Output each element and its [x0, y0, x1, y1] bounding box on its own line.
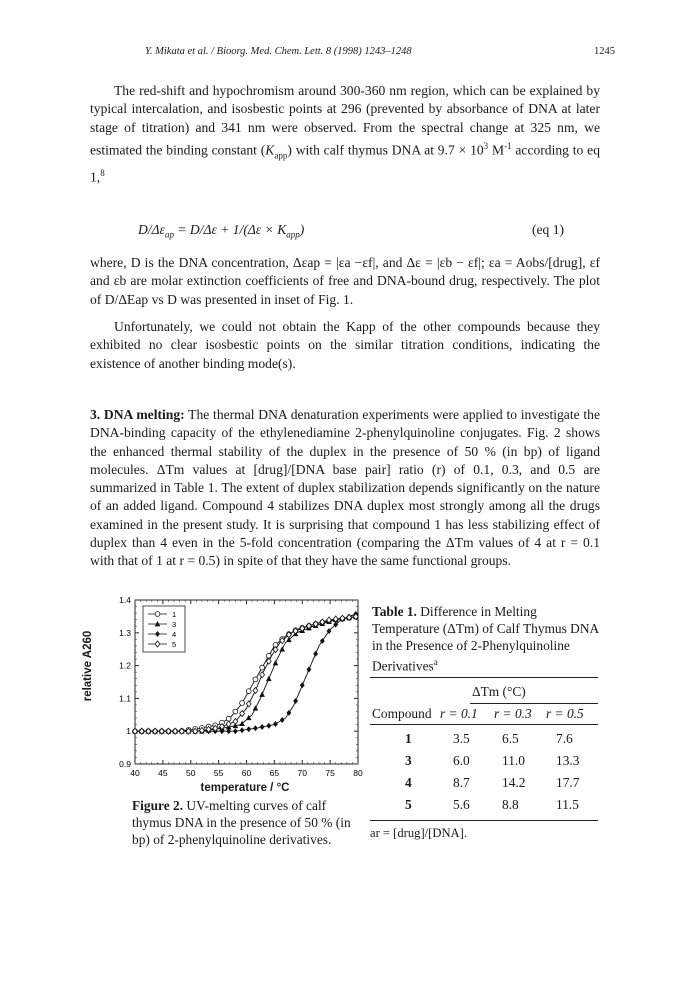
- table-cell-r3: 7.6: [556, 731, 573, 746]
- table-cell-compound: 3: [405, 753, 412, 768]
- data-point-4: [240, 727, 245, 733]
- x-tick-label: 80: [353, 768, 363, 778]
- y-tick-label: 1.2: [119, 660, 131, 671]
- data-point-5: [260, 672, 265, 678]
- data-point-5: [246, 701, 251, 707]
- table-cell-r2: 6.5: [502, 731, 519, 746]
- data-point-1: [240, 701, 245, 706]
- para1-text-3: M: [488, 142, 505, 158]
- table-header-rule: [370, 724, 598, 725]
- para1-text-2: ) with calf thymus DNA at 9.7 × 10: [287, 142, 484, 158]
- eq-end: ): [299, 222, 305, 237]
- table-cell-r3: 13.3: [556, 753, 580, 768]
- figure-caption-label: Figure 2.: [132, 798, 184, 813]
- para2-text-2: ap = |εa −εf|, and Δε = |εb − εf|; εa = Aobs/[drug], εf and εb are molar extinction coefficients of free and DNA-bound drug, respectively. The plot of D/ΔEap vs D was presented in inset of Fig. 1.: [90, 255, 600, 307]
- para1-text: The red-shift and hypochromism around 300-360 nm region, which can be explained by typical intercalation, and isosbestic points at 296 (prevented by absorbance of DNA at later stage of titration) and 341 nm were observed. From the spectral change at 325 nm, we estimated the binding constant (: [90, 83, 600, 158]
- table-cell-compound: 5: [405, 797, 412, 812]
- table-cell-r1: 5.6: [453, 797, 470, 812]
- kapp-symbol: K: [265, 142, 275, 158]
- table-cell-r2: 11.0: [502, 753, 525, 768]
- x-tick-label: 55: [213, 768, 224, 778]
- x-tick-label: 50: [186, 768, 196, 778]
- data-point-4: [293, 698, 298, 704]
- paragraph-unfortunately: Unfortunately, we could not obtain the Kapp of the other compounds because they exhibited no clear isosbestic points on the similar titration conditions, indicating the existence of another binding mode(s).: [90, 319, 600, 371]
- data-point-4: [253, 725, 258, 731]
- table-cell-r2: 8.8: [502, 797, 519, 812]
- para2-text-1: where, D is the DNA concentration, Δε: [90, 255, 308, 270]
- figure-caption-text: UV-melting curves of calf thymus DNA in the presence of 50 % (in bp) of 2-phenylquinoline derivatives.: [132, 798, 351, 847]
- data-point-4: [260, 724, 265, 730]
- exponent-2: -1: [504, 140, 512, 151]
- table-cell-r2: 14.2: [502, 775, 526, 790]
- legend-box: [143, 606, 185, 652]
- section-dna-melting: [90, 406, 600, 571]
- legend-label: 1: [172, 610, 177, 619]
- kapp-subscript: app: [274, 150, 288, 161]
- melting-curve-chart: [88, 592, 364, 792]
- table-col-r1: r = 0.1: [440, 706, 478, 721]
- data-point-3: [273, 660, 279, 665]
- data-point-3: [279, 646, 285, 651]
- exponent: 3: [483, 140, 489, 151]
- table-group-header: ΔTm (°C): [472, 684, 526, 699]
- x-tick-label: 40: [130, 768, 140, 778]
- equation-number: (eq 1): [532, 222, 565, 237]
- paragraph-binding-constant: [90, 82, 600, 187]
- data-point-3: [259, 691, 265, 696]
- data-point-4: [246, 726, 251, 732]
- x-tick-label: 70: [297, 768, 307, 778]
- data-point-4: [233, 728, 238, 734]
- table-cell-r1: 3.5: [453, 731, 470, 746]
- table-cell-r1: 6.0: [453, 753, 470, 768]
- page-number: 1245: [594, 46, 615, 57]
- section-text: The thermal DNA denaturation experiments were applied to investigate the DNA-binding capacity of the ethylenediamine 2-phenylquinoline conjugates. Fig. 2 shows the enhanced thermal stability of the duplex in the presence of 50 % (in bp) of ligand molecules. ΔTm values at [drug]/[DNA base pair] ratio (r) of 0.1, 0.3, and 0.5 are summarized in Table 1. The extent of duplex stabilization depends significantly on the nature of an added ligand. Compound 4 stabilizes DNA duplex most strongly among all the drugs examined in the present study. It is surprising that compound 1 has less stabilizing effect of duplex than 4 even in the 5-fold concentration (comparing the ΔTm values of 4 at r = 0.1 with that of 1 at r = 0.5) in spite of that they have the same functional groups.: [90, 407, 600, 569]
- x-tick-label: 60: [241, 768, 252, 778]
- table-title: [372, 604, 602, 676]
- section-heading: 3. DNA melting:: [90, 407, 185, 422]
- legend-label: 4: [172, 630, 177, 639]
- table-title-text: Difference in Melting Temperature (ΔTm) of Calf Thymus DNA in the Presence of 2-Phenylquinoline Derivatives: [372, 604, 599, 674]
- data-point-5: [253, 688, 258, 694]
- journal-citation: Y. Mikata et al. / Bioorg. Med. Chem. Lett. 8 (1998) 1243–1248: [145, 46, 412, 57]
- data-point-1: [260, 665, 265, 670]
- table-cell-r1: 8.7: [453, 775, 470, 790]
- reference-mark: 8: [100, 168, 105, 179]
- eq-rhs: = D/Δε + 1/(Δε × K: [173, 222, 287, 237]
- table-col-r3: r = 0.5: [546, 706, 584, 721]
- table-cell-r3: 11.5: [556, 797, 579, 812]
- table-cell-compound: 1: [405, 731, 412, 746]
- data-point-4: [300, 682, 305, 688]
- eq-sub-app: app: [286, 229, 300, 240]
- legend-marker: [155, 612, 160, 617]
- table-col-compound: Compound: [372, 706, 432, 721]
- eq-sub-ap: ap: [164, 229, 174, 240]
- x-axis-label: temperature / °C: [200, 782, 290, 794]
- y-tick-label: 0.9: [119, 759, 131, 769]
- y-tick-label: 1.4: [119, 595, 131, 605]
- para1-text-4: according to eq 1,: [90, 142, 600, 185]
- x-tick-label: 45: [158, 768, 168, 778]
- table-title-label: Table 1.: [372, 604, 417, 619]
- data-point-1: [246, 689, 251, 694]
- y-axis-label: relative A260: [82, 630, 94, 702]
- data-point-4: [307, 667, 312, 673]
- equation-1: [138, 222, 304, 240]
- table-title-footnote-mark: a: [433, 657, 438, 668]
- table-col-r2: r = 0.3: [494, 706, 532, 721]
- data-point-3: [253, 705, 259, 710]
- data-point-4: [313, 651, 318, 657]
- x-tick-label: 65: [269, 768, 280, 778]
- table-footnote: ar = [drug]/[DNA].: [370, 826, 467, 840]
- table-cell-compound: 4: [405, 775, 412, 790]
- data-point-1: [233, 709, 238, 714]
- y-tick-label: 1.1: [119, 693, 131, 704]
- eq-lhs: D/Δε: [138, 222, 165, 237]
- data-point-1: [253, 677, 258, 682]
- paragraph-definitions: [90, 254, 600, 309]
- legend-label: 3: [172, 620, 177, 629]
- legend-label: 5: [172, 640, 177, 649]
- table-group-rule: [470, 703, 598, 704]
- data-point-4: [273, 721, 278, 727]
- table-top-rule: [370, 677, 598, 678]
- table-cell-r3: 17.7: [556, 775, 580, 790]
- figure-caption: [132, 798, 360, 848]
- data-point-5: [226, 721, 231, 727]
- data-point-4: [280, 717, 285, 723]
- y-tick-label: 1.3: [119, 627, 131, 638]
- y-tick-label: 1: [126, 726, 131, 737]
- table-bottom-rule: [370, 820, 598, 821]
- x-tick-label: 75: [325, 768, 335, 778]
- data-point-4: [266, 723, 271, 729]
- data-point-3: [266, 676, 272, 681]
